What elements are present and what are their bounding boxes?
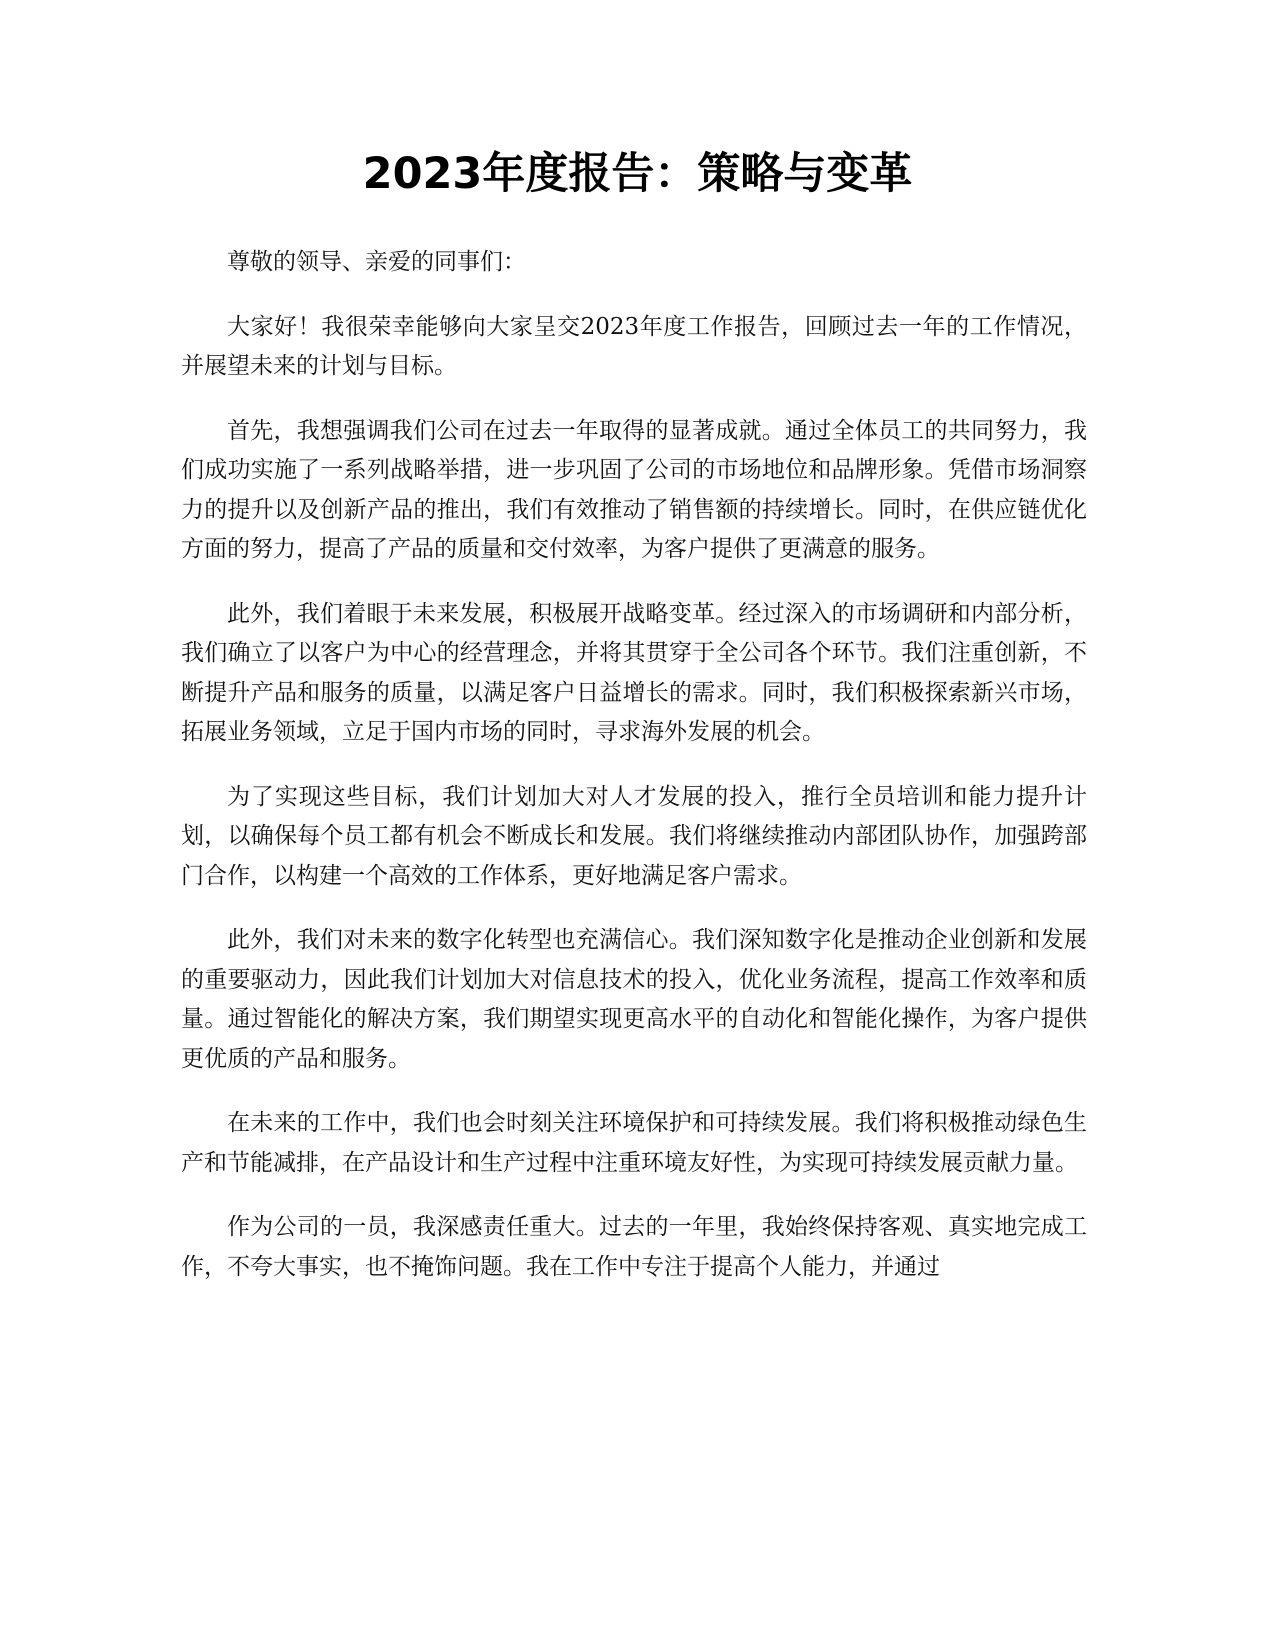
document-title: 2023年度报告：策略与变革 — [362, 149, 913, 199]
paragraph-sustainability: 在未来的工作中，我们也会时刻关注环境保护和可持续发展。我们将积极推动绿色生产和节能减排，在产品设计和生产过程中注重环境友好性，为实现可持续发展贡献力量。 — [181, 1110, 1087, 1176]
paragraph-talent-development: 为了实现这些目标，我们计划加大对人才发展的投入，推行全员培训和能力提升计划，以确保每个员工都有机会不断成长和发展。我们将继续推动内部团队协作，加强跨部门合作，以构建一个高效的工作体系，更好地满足客户需求。 — [181, 783, 1087, 889]
paragraph-strategic-change: 此外，我们着眼于未来发展，积极展开战略变革。经过深入的市场调研和内部分析，我们确立了以客户为中心的经营理念，并将其贯穿于全公司各个环节。我们注重创新，不断提升产品和服务的质量，以满足客户日益增长的需求。同时，我们积极探索新兴市场，拓展业务领域，立足于国内市场的同时，寻求海外发展的机会。 — [181, 600, 1087, 745]
salutation-paragraph: 尊敬的领导、亲爱的同事们： — [227, 249, 526, 275]
paragraph-digital-transformation: 此外，我们对未来的数字化转型也充满信心。我们深知数字化是推动企业创新和发展的重要驱动力，因此我们计划加大对信息技术的投入，优化业务流程，提高工作效率和质量。通过智能化的解决方案，我们期望实现更高水平的自动化和智能化操作，为客户提供更优质的产品和服务。 — [181, 927, 1087, 1072]
paragraph-personal-responsibility: 作为公司的一员，我深感责任重大。过去的一年里，我始终保持客观、真实地完成工作，不夸大事实，也不掩饰问题。我在工作中专注于提高个人能力，并通过 — [181, 1214, 1087, 1280]
document-body — [181, 243, 1087, 1312]
paragraph-greeting: 大家好！我很荣幸能够向大家呈交2023年度工作报告，回顾过去一年的工作情况，并展望未来的计划与目标。 — [181, 313, 1087, 379]
paragraph-achievements: 首先，我想强调我们公司在过去一年取得的显著成就。通过全体员工的共同努力，我们成功实施了一系列战略举措，进一步巩固了公司的市场地位和品牌形象。凭借市场洞察力的提升以及创新产品的推出，我们有效推动了销售额的持续增长。同时，在供应链优化方面的努力，提高了产品的质量和交付效率，为客户提供了更满意的服务。 — [181, 417, 1087, 562]
